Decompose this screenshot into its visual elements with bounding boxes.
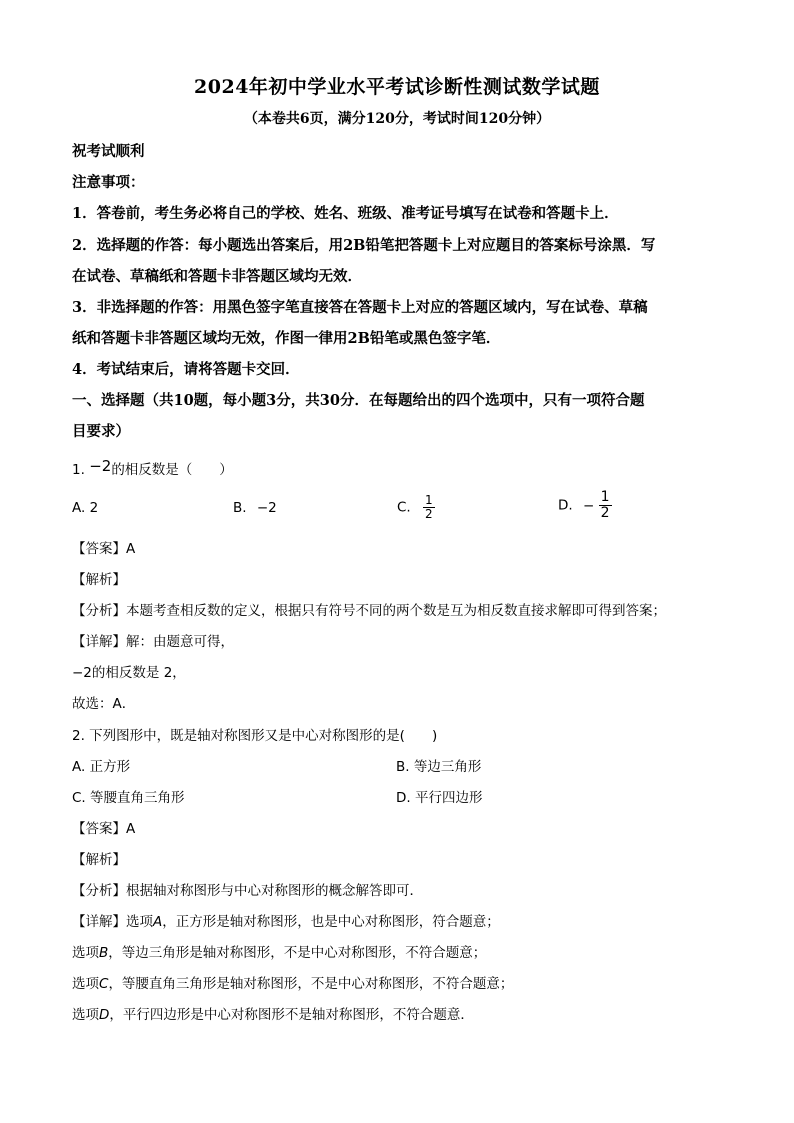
page-subtitle: （本卷共6页，满分120分，考试时间120分钟）: [243, 111, 551, 127]
q2-detail-c-prefix: 选项: [72, 976, 99, 992]
notice-item-2-line2: 在试卷、草稿纸和答题卡非答题区域均无效．: [72, 268, 362, 285]
greeting: 祝考试顺利: [72, 143, 145, 160]
section-heading-line2: 目要求）: [72, 423, 130, 440]
q2-detail-a-prefix: 【详解】选项: [72, 914, 153, 930]
q1-option-d-fraction: [599, 490, 612, 521]
q1-option-a: A. 2: [72, 500, 99, 516]
q2-answer: 【答案】A: [72, 821, 136, 837]
q1-option-b: [233, 500, 277, 516]
q2-detail-d-prefix: 选项: [72, 1007, 99, 1023]
q2-detail-d: [72, 1003, 474, 1023]
q1-option-c-denominator: 2: [425, 507, 433, 521]
q2-detail-d-var: D: [99, 1007, 110, 1023]
q1-option-c-label: C.: [397, 499, 411, 516]
q1-choice: 故选：A．: [72, 696, 136, 712]
page-title: 2024年初中学业水平考试诊断性测试数学试题: [194, 76, 600, 98]
section-heading-line1: 一、选择题（共10题，每小题3分，共30分．在每题给出的四个选项中，只有一项符合题: [72, 392, 645, 409]
q1-expression: −2: [89, 457, 112, 475]
q1-stem-text: 的相反数是（ ）: [111, 462, 233, 478]
notice-heading: 注意事项：: [72, 174, 145, 191]
q1-detail: 【详解】解：由题意可得，: [72, 634, 234, 650]
q2-option-a: A. 正方形: [72, 759, 131, 775]
q2-detail-c-var: C: [99, 976, 109, 992]
q2-detail-a-text: ，正方形是轴对称图形，也是中心对称图形，符合题意；: [162, 914, 500, 930]
q2-detail-b-prefix: 选项: [72, 945, 99, 961]
q2-analysis-tag: 【解析】: [72, 852, 126, 868]
q1-number: 1.: [72, 462, 85, 478]
notice-item-3-line2: 纸和答题卡非答题区域均无效，作图一律用2B铅笔或黑色签字笔．: [72, 330, 501, 347]
q2-detail-b: [72, 941, 486, 961]
q1-answer: 【答案】A: [72, 541, 136, 557]
q2-detail-c-text: ，等腰直角三角形是轴对称图形，不是中心对称图形，不符合题意；: [108, 976, 514, 992]
q1-option-c-fraction: [423, 494, 435, 521]
q1-stem: [72, 458, 233, 478]
notice-item-4: 4．考试结束后，请将答题卡交回．: [72, 361, 300, 378]
notice-item-3-line1: 3．非选择题的作答：用黑色签字笔直接答在答题卡上对应的答题区域内，写在试卷、草稿: [72, 299, 648, 316]
q2-detail-d-text: ，平行四边形是中心对称图形不是轴对称图形，不符合题意．: [109, 1007, 474, 1023]
q1-option-b-value: −2: [256, 500, 277, 516]
q2-detail-a-var: A: [153, 914, 163, 930]
q2-analysis: 【分析】根据轴对称图形与中心对称图形的概念解答即可．: [72, 883, 423, 899]
q2-detail-a: [72, 910, 500, 930]
notice-item-2-line1: 2．选择题的作答：每小题选出答案后，用2B铅笔把答题卡上对应题目的答案标号涂黑．写: [72, 237, 656, 254]
q1-option-c-numerator: 1: [425, 493, 433, 507]
q2-detail-b-var: B: [99, 945, 109, 961]
notice-item-1: 1．答卷前，考生务必将自己的学校、姓名、班级、准考证号填写在试卷和答题卡上．: [72, 205, 619, 222]
q2-option-b: B. 等边三角形: [396, 759, 482, 775]
q1-option-c: [397, 494, 435, 521]
q1-option-d-sign: −: [582, 497, 595, 514]
q1-analysis-tag: 【解析】: [72, 572, 126, 588]
q1-option-b-label: B.: [233, 500, 247, 516]
q2-stem: 2. 下列图形中，既是轴对称图形又是中心对称图形的是( ): [72, 728, 438, 744]
q2-detail-c: [72, 972, 513, 992]
q2-detail-b-text: ，等边三角形是轴对称图形，不是中心对称图形，不符合题意；: [108, 945, 487, 961]
q1-option-d-denominator: 2: [600, 505, 610, 521]
q1-option-d-numerator: 1: [600, 489, 610, 505]
q1-option-d-label: D.: [558, 497, 573, 514]
q2-option-c: C. 等腰直角三角形: [72, 790, 185, 806]
q2-option-d: D. 平行四边形: [396, 790, 483, 806]
q1-step: −2的相反数是 2，: [72, 665, 186, 681]
q1-option-d: [558, 490, 612, 521]
q1-analysis: 【分析】本题考查相反数的定义，根据只有符号不同的两个数是互为相反数直接求解即可得到答案；: [72, 603, 666, 619]
